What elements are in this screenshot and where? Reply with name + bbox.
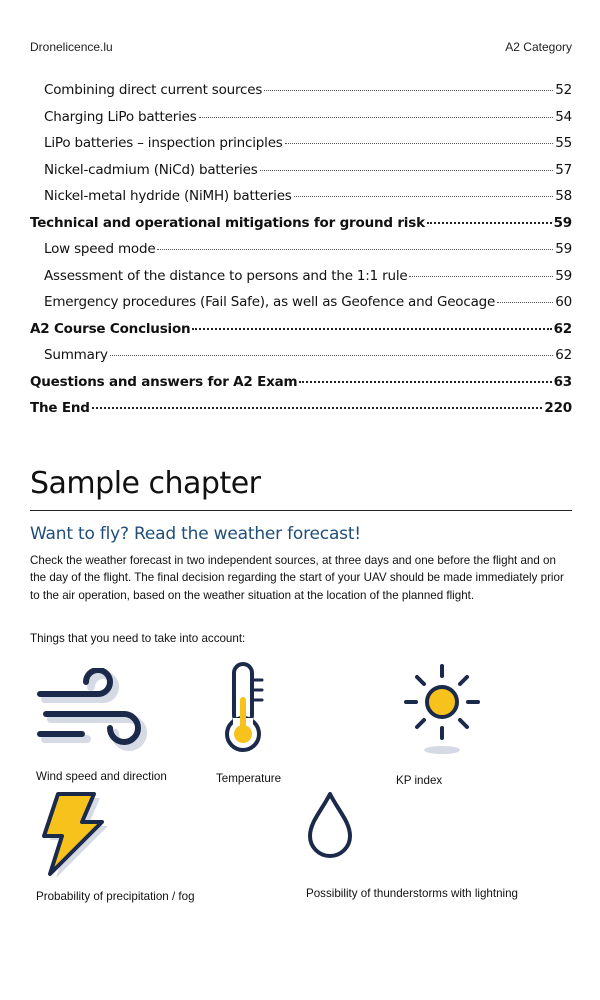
toc-entry[interactable] (30, 347, 572, 374)
toc-entry-page: 62 (553, 320, 572, 337)
intro-paragraph: Check the weather forecast in two independent sources, at three days and one before the flight and on the day of the flight. The final decision regarding the start of your UAV should be made immediately prior to the air operation, based on the weather situation at the location of the planned flight. (30, 554, 564, 602)
toc-entry[interactable] (30, 268, 572, 295)
toc-leader-dots (299, 381, 551, 383)
toc-leader-dots (294, 196, 554, 197)
toc-entry-page: 62 (555, 347, 572, 363)
page-header (30, 40, 572, 54)
toc-leader-dots (260, 170, 554, 171)
table-of-contents (30, 82, 572, 427)
header-category: A2 Category (505, 40, 572, 54)
toc-leader-dots (92, 407, 543, 409)
toc-entry-page: 63 (553, 373, 572, 390)
chapter-heading: Sample chapter (30, 466, 261, 501)
toc-leader-dots (192, 328, 551, 330)
things-label: Things that you need to take into account: (30, 632, 246, 645)
toc-entry[interactable] (30, 400, 572, 427)
toc-entry-title: Assessment of the distance to persons and the 1:1 rule (44, 267, 408, 284)
toc-entry-page: 59 (555, 241, 572, 257)
toc-entry-page: 60 (555, 294, 572, 310)
lightning-icon (32, 790, 112, 878)
sun-icon (395, 662, 489, 758)
wind-caption: Wind speed and direction (36, 770, 167, 783)
toc-entry[interactable] (30, 241, 572, 268)
toc-entry-title: Summary (44, 347, 108, 363)
toc-entry[interactable] (30, 374, 572, 401)
toc-entry-page: 220 (544, 400, 572, 416)
toc-entry-page: 55 (555, 135, 572, 151)
header-site-name: Dronelicence.lu (30, 40, 113, 54)
toc-entry[interactable] (30, 109, 572, 136)
toc-entry-page: 57 (555, 161, 572, 178)
toc-entry[interactable] (30, 215, 572, 242)
toc-entry[interactable] (30, 162, 572, 189)
toc-entry-title: Questions and answers for A2 Exam (30, 373, 298, 390)
drop-icon (304, 790, 356, 862)
toc-entry-title: Combining direct current sources (44, 82, 263, 98)
toc-entry-title: Low speed mode (44, 241, 156, 257)
toc-entry[interactable] (30, 188, 572, 215)
toc-entry-title: A2 Course Conclusion (30, 320, 191, 337)
toc-entry-page: 54 (555, 108, 572, 125)
temperature-caption: Temperature (216, 772, 282, 785)
precipitation-caption: Probability of precipitation / fog (36, 890, 195, 903)
toc-leader-dots (409, 276, 553, 277)
wind-icon (32, 668, 152, 758)
toc-leader-dots (427, 222, 552, 224)
toc-entry-title: The End (30, 400, 90, 416)
toc-leader-dots (199, 117, 554, 118)
toc-leader-dots (285, 143, 554, 144)
toc-entry[interactable] (30, 321, 572, 348)
toc-leader-dots (497, 302, 553, 303)
toc-leader-dots (157, 249, 553, 250)
toc-entry-title: Emergency procedures (Fail Safe), as well as Geofence and Geocage (44, 294, 496, 310)
toc-leader-dots (264, 90, 553, 91)
toc-entry-page: 59 (553, 214, 572, 231)
toc-entry-title: Technical and operational mitigations for ground risk (30, 214, 425, 231)
section-heading: Want to fly? Read the weather forecast! (30, 524, 361, 544)
thermometer-icon (214, 660, 274, 760)
toc-leader-dots (110, 355, 553, 356)
toc-entry-page: 59 (555, 267, 572, 284)
toc-entry-title: Nickel-cadmium (NiCd) batteries (44, 161, 258, 178)
toc-entry[interactable] (30, 294, 572, 321)
toc-entry-page: 58 (555, 188, 572, 204)
thunderstorm-caption: Possibility of thunderstorms with lightning (306, 887, 519, 900)
kp-caption: KP index (396, 774, 443, 787)
heading-divider (30, 510, 572, 511)
toc-entry-title: LiPo batteries – inspection principles (44, 135, 283, 151)
toc-entry-title: Nickel-metal hydride (NiMH) batteries (44, 188, 292, 204)
toc-entry-page: 52 (555, 82, 572, 98)
toc-entry-title: Charging LiPo batteries (44, 108, 197, 125)
toc-entry[interactable] (30, 135, 572, 162)
toc-entry[interactable] (30, 82, 572, 109)
